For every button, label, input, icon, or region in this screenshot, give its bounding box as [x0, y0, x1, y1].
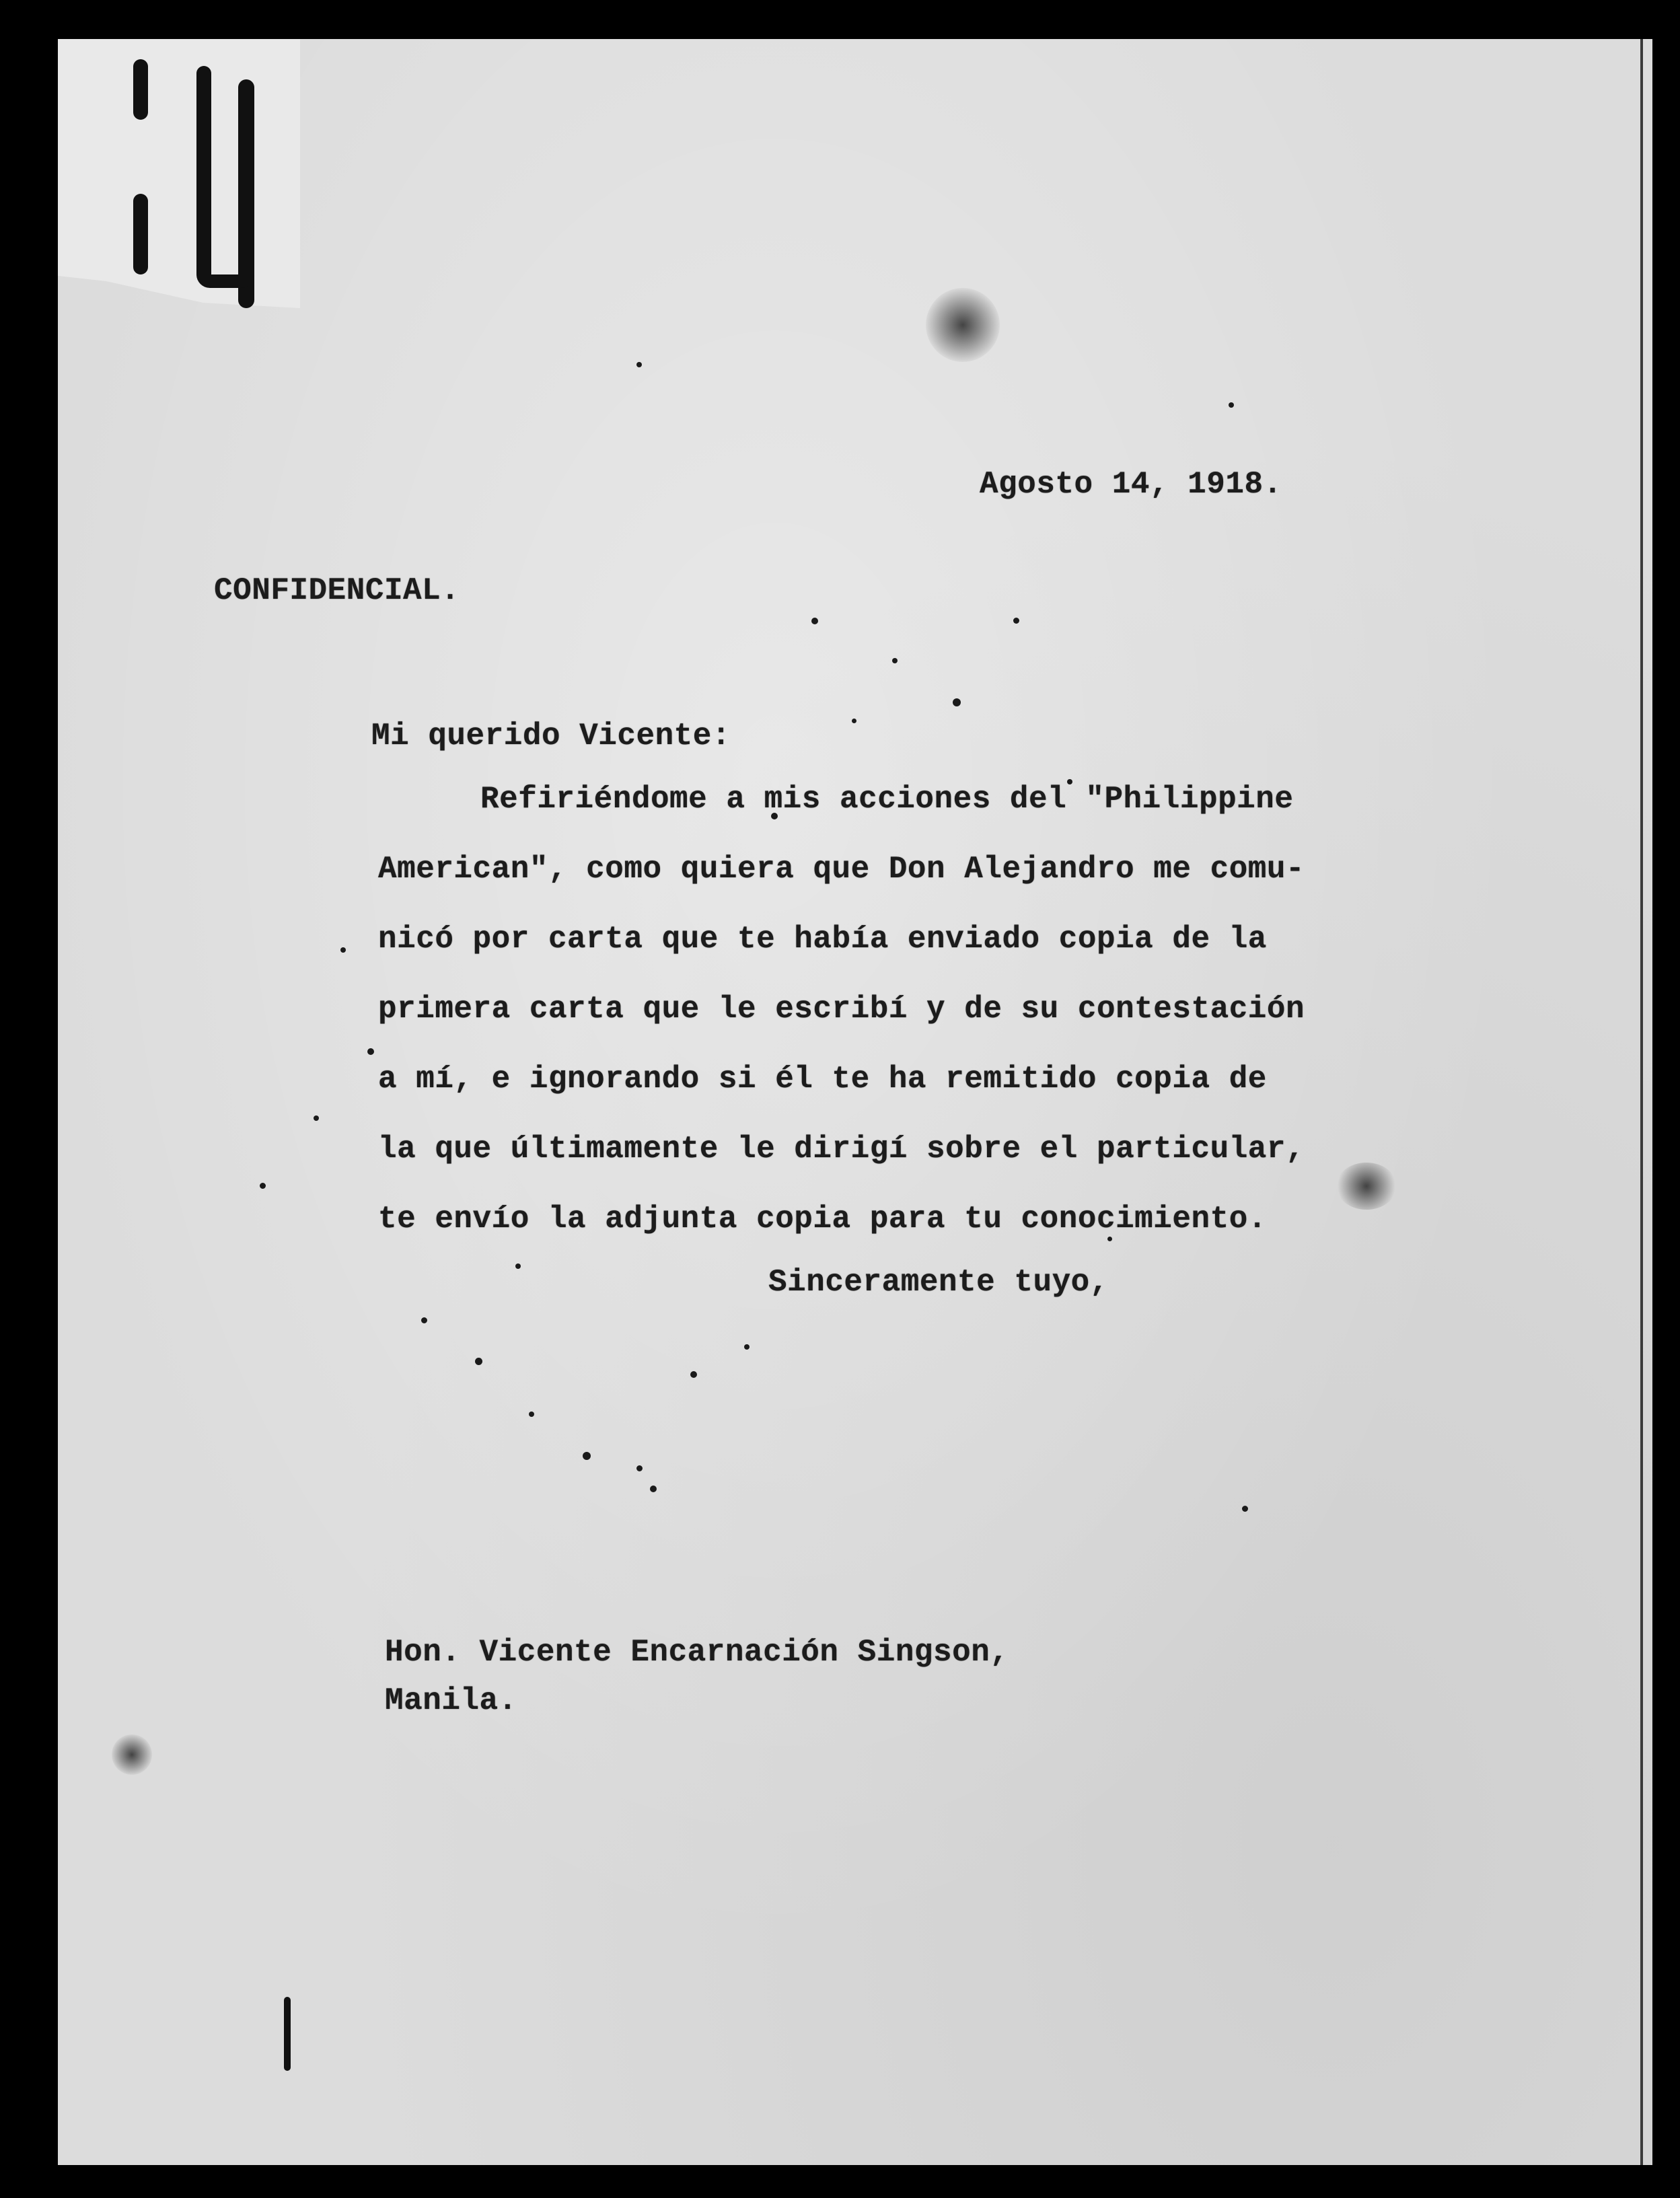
- body-line: a mí, e ignorando si él te ha remitido copia de: [378, 1062, 1267, 1097]
- binder-hole-mark: [196, 274, 254, 288]
- ink-speck: [852, 719, 856, 723]
- binder-hole-mark: [196, 66, 211, 281]
- ink-speck: [340, 947, 346, 953]
- ink-speck: [583, 1452, 591, 1460]
- ink-speck: [421, 1317, 427, 1323]
- ink-speck: [1013, 618, 1019, 624]
- body-line: American", como quiera que Don Alejandro me comu-: [378, 852, 1305, 887]
- binder-hole-mark: [238, 79, 254, 308]
- ink-speck: [811, 618, 818, 624]
- ink-speck: [636, 362, 642, 367]
- body-line: primera carta que le escribí y de su contestación: [378, 992, 1305, 1027]
- document-page: [58, 39, 1652, 2165]
- ink-stain: [926, 288, 1000, 362]
- closing: Sinceramente tuyo,: [768, 1265, 1109, 1300]
- body-line: te envío la adjunta copia para tu conocimiento.: [378, 1202, 1267, 1237]
- ink-stain: [1336, 1163, 1397, 1210]
- recipient-name: Hon. Vicente Encarnación Singson,: [385, 1635, 1009, 1670]
- body-line: nicó por carta que te había enviado copia de la: [378, 922, 1267, 957]
- body-line: Refiriéndome a mis acciones del "Philippine: [480, 782, 1294, 817]
- ink-speck: [650, 1486, 657, 1492]
- letter-date: Agosto 14, 1918.: [980, 467, 1282, 502]
- ink-speck: [636, 1465, 643, 1471]
- ink-speck: [515, 1263, 521, 1269]
- ink-speck: [314, 1115, 319, 1121]
- ink-speck: [744, 1344, 750, 1350]
- recipient-city: Manila.: [385, 1683, 517, 1718]
- ink-speck: [892, 658, 898, 663]
- ink-stain: [112, 1734, 152, 1775]
- ink-speck: [529, 1412, 534, 1417]
- ink-speck: [1229, 402, 1234, 408]
- body-line: la que últimamente le dirigí sobre el particular,: [378, 1132, 1305, 1167]
- ink-speck: [260, 1183, 266, 1189]
- ink-speck: [367, 1048, 374, 1055]
- ink-speck: [690, 1371, 697, 1378]
- binder-hole-mark: [133, 194, 148, 274]
- margin-mark: [284, 1997, 291, 2071]
- ink-speck: [953, 698, 961, 706]
- ink-speck: [475, 1358, 482, 1365]
- page-edge: [1640, 39, 1643, 2165]
- binder-hole-mark: [133, 59, 148, 120]
- confidential-label: CONFIDENCIAL.: [214, 573, 460, 608]
- torn-corner: [58, 39, 300, 308]
- salutation: Mi querido Vicente:: [371, 719, 731, 754]
- ink-speck: [1242, 1506, 1248, 1512]
